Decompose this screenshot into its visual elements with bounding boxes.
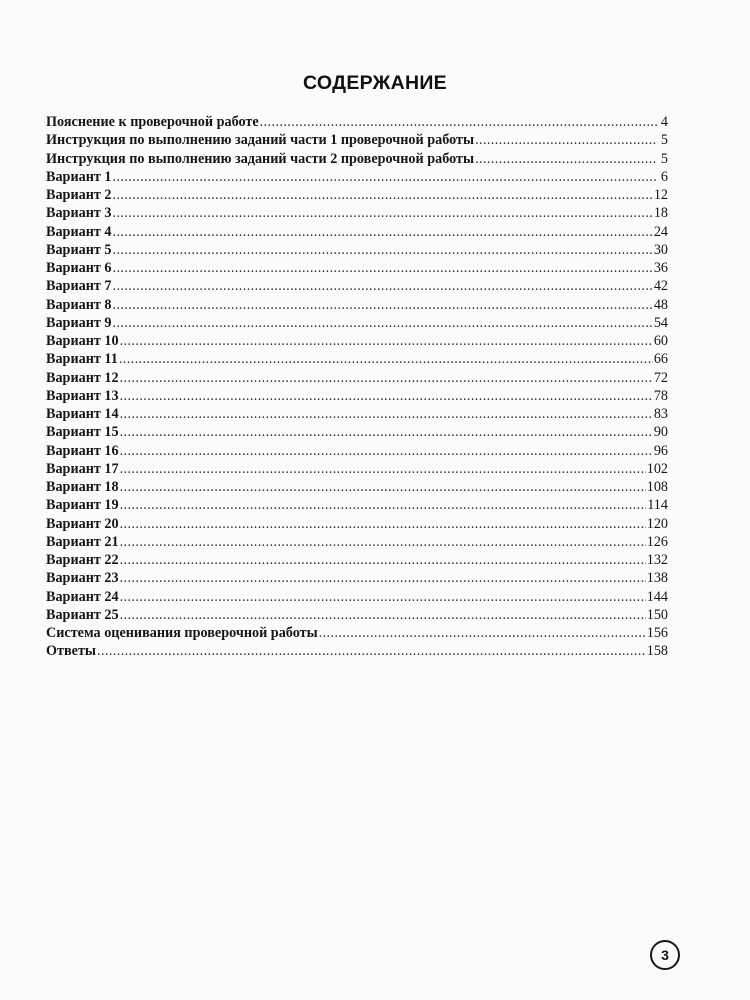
toc-entry-title: Вариант 15 xyxy=(46,424,119,441)
toc-entry xyxy=(46,277,668,295)
table-of-contents xyxy=(46,113,668,661)
toc-dot-leader xyxy=(120,442,653,460)
toc-entry-title: Вариант 12 xyxy=(46,369,119,386)
toc-dot-leader xyxy=(319,624,646,642)
toc-entry-title: Вариант 25 xyxy=(46,606,119,623)
toc-entry-page: 96 xyxy=(653,442,668,459)
toc-entry xyxy=(46,423,668,441)
toc-dot-leader xyxy=(120,496,647,514)
toc-entry-page: 156 xyxy=(646,625,668,641)
toc-entry xyxy=(46,296,668,314)
toc-entry-page: 54 xyxy=(653,314,668,331)
toc-dot-leader xyxy=(113,314,653,332)
toc-entry xyxy=(46,442,668,460)
toc-entry xyxy=(46,460,668,478)
toc-entry-page: 126 xyxy=(646,533,668,550)
toc-dot-leader xyxy=(97,642,646,660)
toc-entry xyxy=(46,223,668,241)
toc-entry-title: Вариант 7 xyxy=(46,278,112,295)
toc-entry-title: Вариант 8 xyxy=(46,296,112,313)
toc-dot-leader xyxy=(113,186,653,204)
toc-entry-page: 4 xyxy=(660,114,668,130)
toc-entry xyxy=(46,332,668,350)
toc-entry-page: 78 xyxy=(653,387,668,404)
toc-dot-leader xyxy=(120,515,646,533)
toc-entry xyxy=(46,186,668,204)
toc-dot-leader xyxy=(113,259,653,277)
toc-entry xyxy=(46,369,668,387)
toc-entry-title: Инструкция по выполнению заданий части 2 проверочной работы xyxy=(46,150,475,167)
toc-entry-title: Вариант 22 xyxy=(46,552,119,568)
toc-dot-leader xyxy=(120,533,646,551)
toc-entry xyxy=(46,642,668,660)
toc-entry-page: 5 xyxy=(660,150,668,167)
toc-entry-title: Вариант 18 xyxy=(46,479,119,495)
toc-entry xyxy=(46,533,668,551)
toc-entry-page: 114 xyxy=(647,497,668,514)
toc-dot-leader xyxy=(120,332,653,350)
toc-entry-title: Вариант 4 xyxy=(46,223,112,240)
toc-entry xyxy=(46,588,668,606)
toc-entry xyxy=(46,387,668,405)
toc-entry-page: 42 xyxy=(653,278,668,295)
toc-entry-title: Вариант 1 xyxy=(46,168,112,185)
toc-entry-title: Вариант 2 xyxy=(46,187,112,203)
toc-entry-page: 158 xyxy=(646,643,668,660)
toc-entry-title: Вариант 14 xyxy=(46,406,119,422)
toc-entry-page: 138 xyxy=(646,570,668,587)
toc-dot-leader xyxy=(120,606,646,624)
toc-entry-page: 132 xyxy=(646,552,668,568)
toc-entry-title: Вариант 11 xyxy=(46,351,118,368)
toc-entry xyxy=(46,314,668,332)
toc-dot-leader xyxy=(475,131,657,149)
toc-dot-leader xyxy=(113,241,653,259)
toc-entry-page: 6 xyxy=(660,168,668,185)
toc-entry-title: Вариант 17 xyxy=(46,460,119,477)
toc-entry-title: Пояснение к проверочной работе xyxy=(46,114,259,130)
toc-entry-page: 48 xyxy=(653,296,668,313)
toc-entry-title: Инструкция по выполнению заданий части 1 проверочной работы xyxy=(46,132,475,149)
toc-entry xyxy=(46,624,668,642)
toc-entry-title: Вариант 19 xyxy=(46,497,119,514)
toc-entry-title: Вариант 10 xyxy=(46,333,119,349)
toc-entry xyxy=(46,515,668,533)
toc-dot-leader xyxy=(113,277,653,295)
toc-dot-leader xyxy=(260,113,657,131)
page-number-badge xyxy=(650,940,680,970)
toc-entry-title: Вариант 13 xyxy=(46,387,119,404)
toc-entry xyxy=(46,405,668,423)
toc-entry-page: 60 xyxy=(653,333,668,349)
toc-dot-leader xyxy=(475,150,657,168)
contents-heading: СОДЕРЖАНИЕ xyxy=(303,72,447,94)
toc-entry-title: Система оценивания проверочной работы xyxy=(46,625,318,641)
toc-entry xyxy=(46,168,668,186)
toc-entry-title: Вариант 9 xyxy=(46,314,112,331)
toc-entry xyxy=(46,241,668,259)
toc-entry-title: Ответы xyxy=(46,643,97,660)
toc-entry-page: 36 xyxy=(653,260,668,276)
toc-entry xyxy=(46,113,668,131)
toc-entry-page: 30 xyxy=(653,241,668,258)
toc-entry-page: 72 xyxy=(653,369,668,386)
toc-dot-leader xyxy=(120,405,653,423)
toc-entry-page: 83 xyxy=(653,406,668,422)
toc-entry-title: Вариант 6 xyxy=(46,260,112,276)
toc-entry-title: Вариант 16 xyxy=(46,442,119,459)
toc-dot-leader xyxy=(120,387,653,405)
toc-entry-page: 120 xyxy=(646,515,668,532)
toc-entry-title: Вариант 20 xyxy=(46,515,119,532)
toc-entry-title: Вариант 3 xyxy=(46,205,112,222)
toc-entry xyxy=(46,259,668,277)
toc-entry xyxy=(46,150,668,168)
toc-dot-leader xyxy=(119,350,653,368)
page-number: 3 xyxy=(661,947,669,963)
toc-entry xyxy=(46,204,668,222)
toc-entry-title: Вариант 21 xyxy=(46,533,119,550)
toc-dot-leader xyxy=(120,369,653,387)
toc-entry-page: 144 xyxy=(646,588,668,605)
toc-entry-title: Вариант 24 xyxy=(46,588,119,605)
toc-entry-page: 90 xyxy=(653,424,668,441)
toc-entry-page: 12 xyxy=(653,187,668,203)
toc-dot-leader xyxy=(120,569,646,587)
toc-dot-leader xyxy=(120,588,646,606)
toc-entry-page: 108 xyxy=(646,479,668,495)
toc-entry xyxy=(46,496,668,514)
toc-entry xyxy=(46,131,668,149)
toc-entry-page: 66 xyxy=(653,351,668,368)
toc-entry xyxy=(46,350,668,368)
toc-entry xyxy=(46,569,668,587)
toc-entry-page: 5 xyxy=(660,132,668,149)
toc-entry-page: 24 xyxy=(653,223,668,240)
toc-entry-title: Вариант 23 xyxy=(46,570,119,587)
toc-dot-leader xyxy=(113,296,653,314)
toc-entry xyxy=(46,606,668,624)
toc-dot-leader xyxy=(113,204,653,222)
toc-dot-leader xyxy=(113,223,653,241)
toc-dot-leader xyxy=(113,168,658,186)
toc-entry xyxy=(46,478,668,496)
toc-entry-page: 102 xyxy=(646,460,668,477)
toc-dot-leader xyxy=(120,460,646,478)
toc-entry-title: Вариант 5 xyxy=(46,241,112,258)
toc-entry-page: 18 xyxy=(653,205,668,222)
toc-dot-leader xyxy=(120,478,646,496)
toc-dot-leader xyxy=(120,423,653,441)
toc-dot-leader xyxy=(120,551,646,569)
toc-entry xyxy=(46,551,668,569)
toc-entry-page: 150 xyxy=(646,606,668,623)
